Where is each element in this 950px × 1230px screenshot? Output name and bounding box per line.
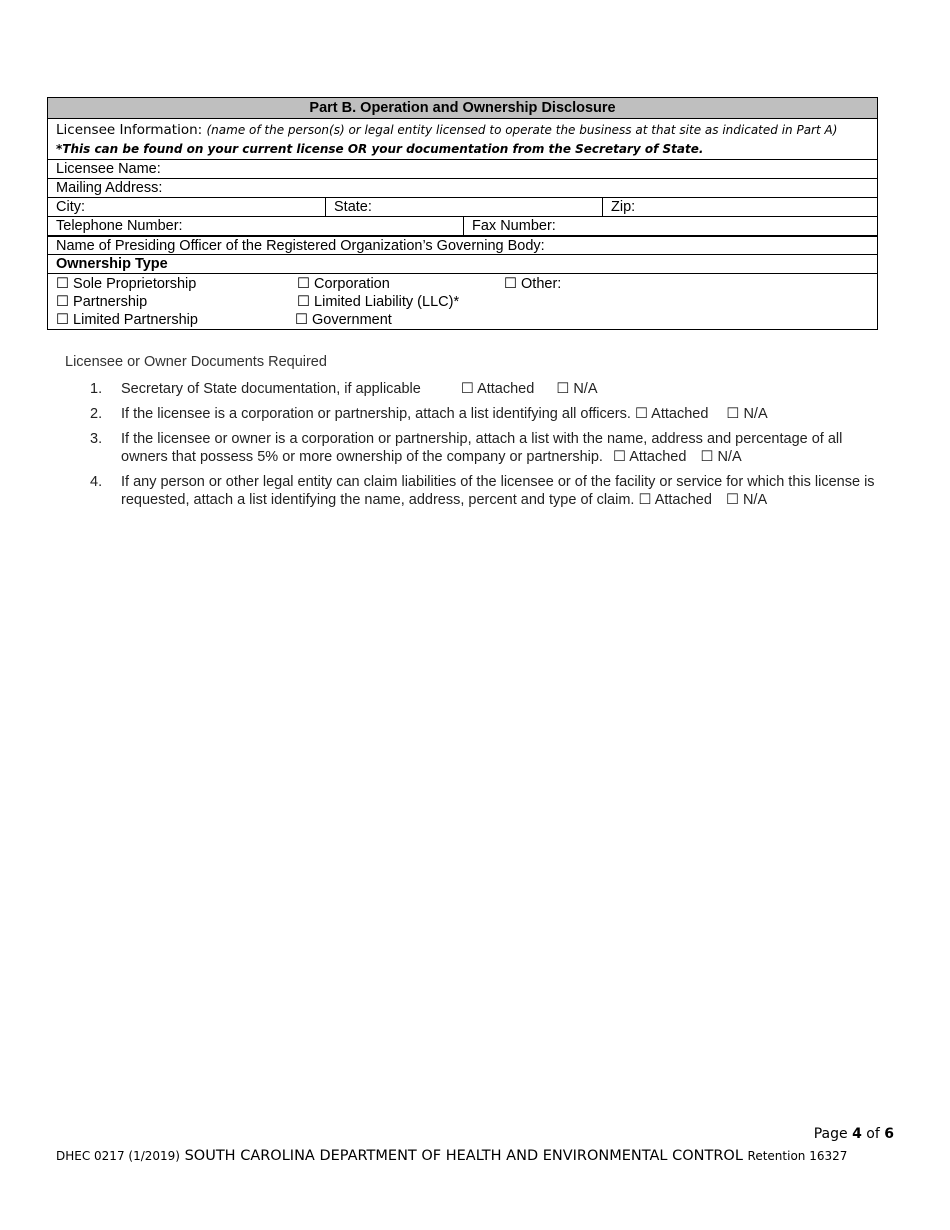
ownership-options	[48, 273, 877, 329]
attached-checkbox[interactable]: ☐ Attached	[612, 449, 687, 465]
documents-list	[90, 380, 890, 516]
zip-label: Zip:	[611, 199, 636, 215]
checkbox-government[interactable]: ☐ Government	[295, 312, 392, 328]
page-current: 4	[852, 1126, 862, 1142]
licensee-info-hint: *This can be found on your current license OR your documentation from the Secretary of State.	[56, 142, 704, 156]
form-title-row	[48, 98, 877, 118]
city-label: City:	[56, 199, 85, 215]
item-text: If any person or other legal entity can claim liabilities of the licensee or of the facility or service for which this license is requested, attach a list identifying the name, address, percent and type of claim.	[121, 474, 875, 508]
item-number: 4.	[90, 474, 103, 490]
list-item	[90, 380, 890, 398]
item-number: 2.	[90, 406, 103, 422]
licensee-name-label: Licensee Name:	[56, 161, 161, 177]
phone-fax-row	[48, 216, 877, 235]
licensee-info-note: (name of the person(s) or legal entity licensed to operate the business at that site as indicated in Part A)	[206, 123, 838, 137]
na-checkbox[interactable]: ☐ N/A	[700, 449, 742, 465]
licensee-name-row[interactable]	[48, 159, 877, 178]
licensee-info-label: Licensee Information:	[56, 122, 203, 138]
city-state-zip-row	[48, 197, 877, 216]
ownership-type-row	[48, 254, 877, 273]
footer	[56, 1148, 847, 1164]
checkbox-corporation[interactable]: ☐ Corporation	[297, 276, 390, 292]
state-field[interactable]	[325, 198, 602, 216]
checkbox-limited-partnership[interactable]: ☐ Limited Partnership	[56, 312, 198, 328]
list-item	[90, 473, 890, 509]
list-item	[90, 430, 890, 466]
zip-field[interactable]	[602, 198, 877, 216]
na-checkbox[interactable]: ☐ N/A	[556, 381, 598, 397]
mailing-address-row[interactable]	[48, 178, 877, 197]
page-total: 6	[884, 1126, 894, 1142]
attached-checkbox[interactable]: ☐ Attached	[634, 406, 709, 422]
city-field[interactable]	[48, 198, 325, 216]
fax-label: Fax Number:	[472, 218, 556, 234]
item-text: Secretary of State documentation, if applicable	[121, 381, 421, 397]
checkbox-other[interactable]: ☐ Other:	[504, 276, 562, 292]
list-item	[90, 405, 890, 423]
attached-checkbox[interactable]: ☐ Attached	[638, 492, 712, 508]
checkbox-llc[interactable]: ☐ Limited Liability (LLC)*	[297, 294, 460, 310]
ownership-disclosure-form	[47, 97, 878, 330]
page-of: of	[866, 1126, 880, 1142]
retention-code: Retention 16327	[747, 1149, 848, 1163]
agency-name: SOUTH CAROLINA DEPARTMENT OF HEALTH AND ENVIRONMENTAL CONTROL	[184, 1148, 743, 1164]
mailing-address-label: Mailing Address:	[56, 180, 163, 196]
presiding-officer-label: Name of Presiding Officer of the Registered Organization’s Governing Body:	[56, 237, 545, 254]
form-id: DHEC 0217 (1/2019)	[56, 1149, 180, 1163]
item-text: If the licensee is a corporation or partnership, attach a list identifying all officers.	[121, 406, 631, 422]
checkbox-partnership[interactable]: ☐ Partnership	[56, 294, 148, 310]
item-number: 1.	[90, 381, 103, 397]
na-checkbox[interactable]: ☐ N/A	[725, 492, 768, 508]
item-text: If the licensee or owner is a corporation or partnership, attach a list with the name, address and percentage of all owners that possess 5% or more ownership of the company or partnership.	[121, 431, 843, 465]
item-number: 3.	[90, 431, 103, 447]
ownership-type-label: Ownership Type	[56, 256, 168, 272]
na-checkbox[interactable]: ☐ N/A	[726, 406, 768, 422]
documents-heading: Licensee or Owner Documents Required	[65, 354, 327, 370]
state-label: State:	[334, 199, 372, 215]
attached-checkbox[interactable]: ☐ Attached	[460, 381, 535, 397]
telephone-label: Telephone Number:	[56, 218, 183, 234]
licensee-info-row	[48, 118, 877, 159]
checkbox-sole-proprietorship[interactable]: ☐ Sole Proprietorship	[56, 276, 197, 292]
presiding-officer-row[interactable]	[48, 235, 877, 254]
page-number	[814, 1126, 894, 1142]
page-label: Page	[813, 1126, 848, 1142]
telephone-field[interactable]	[48, 217, 463, 235]
form-title: Part B. Operation and Ownership Disclosure	[309, 100, 616, 116]
fax-field[interactable]	[463, 217, 877, 235]
